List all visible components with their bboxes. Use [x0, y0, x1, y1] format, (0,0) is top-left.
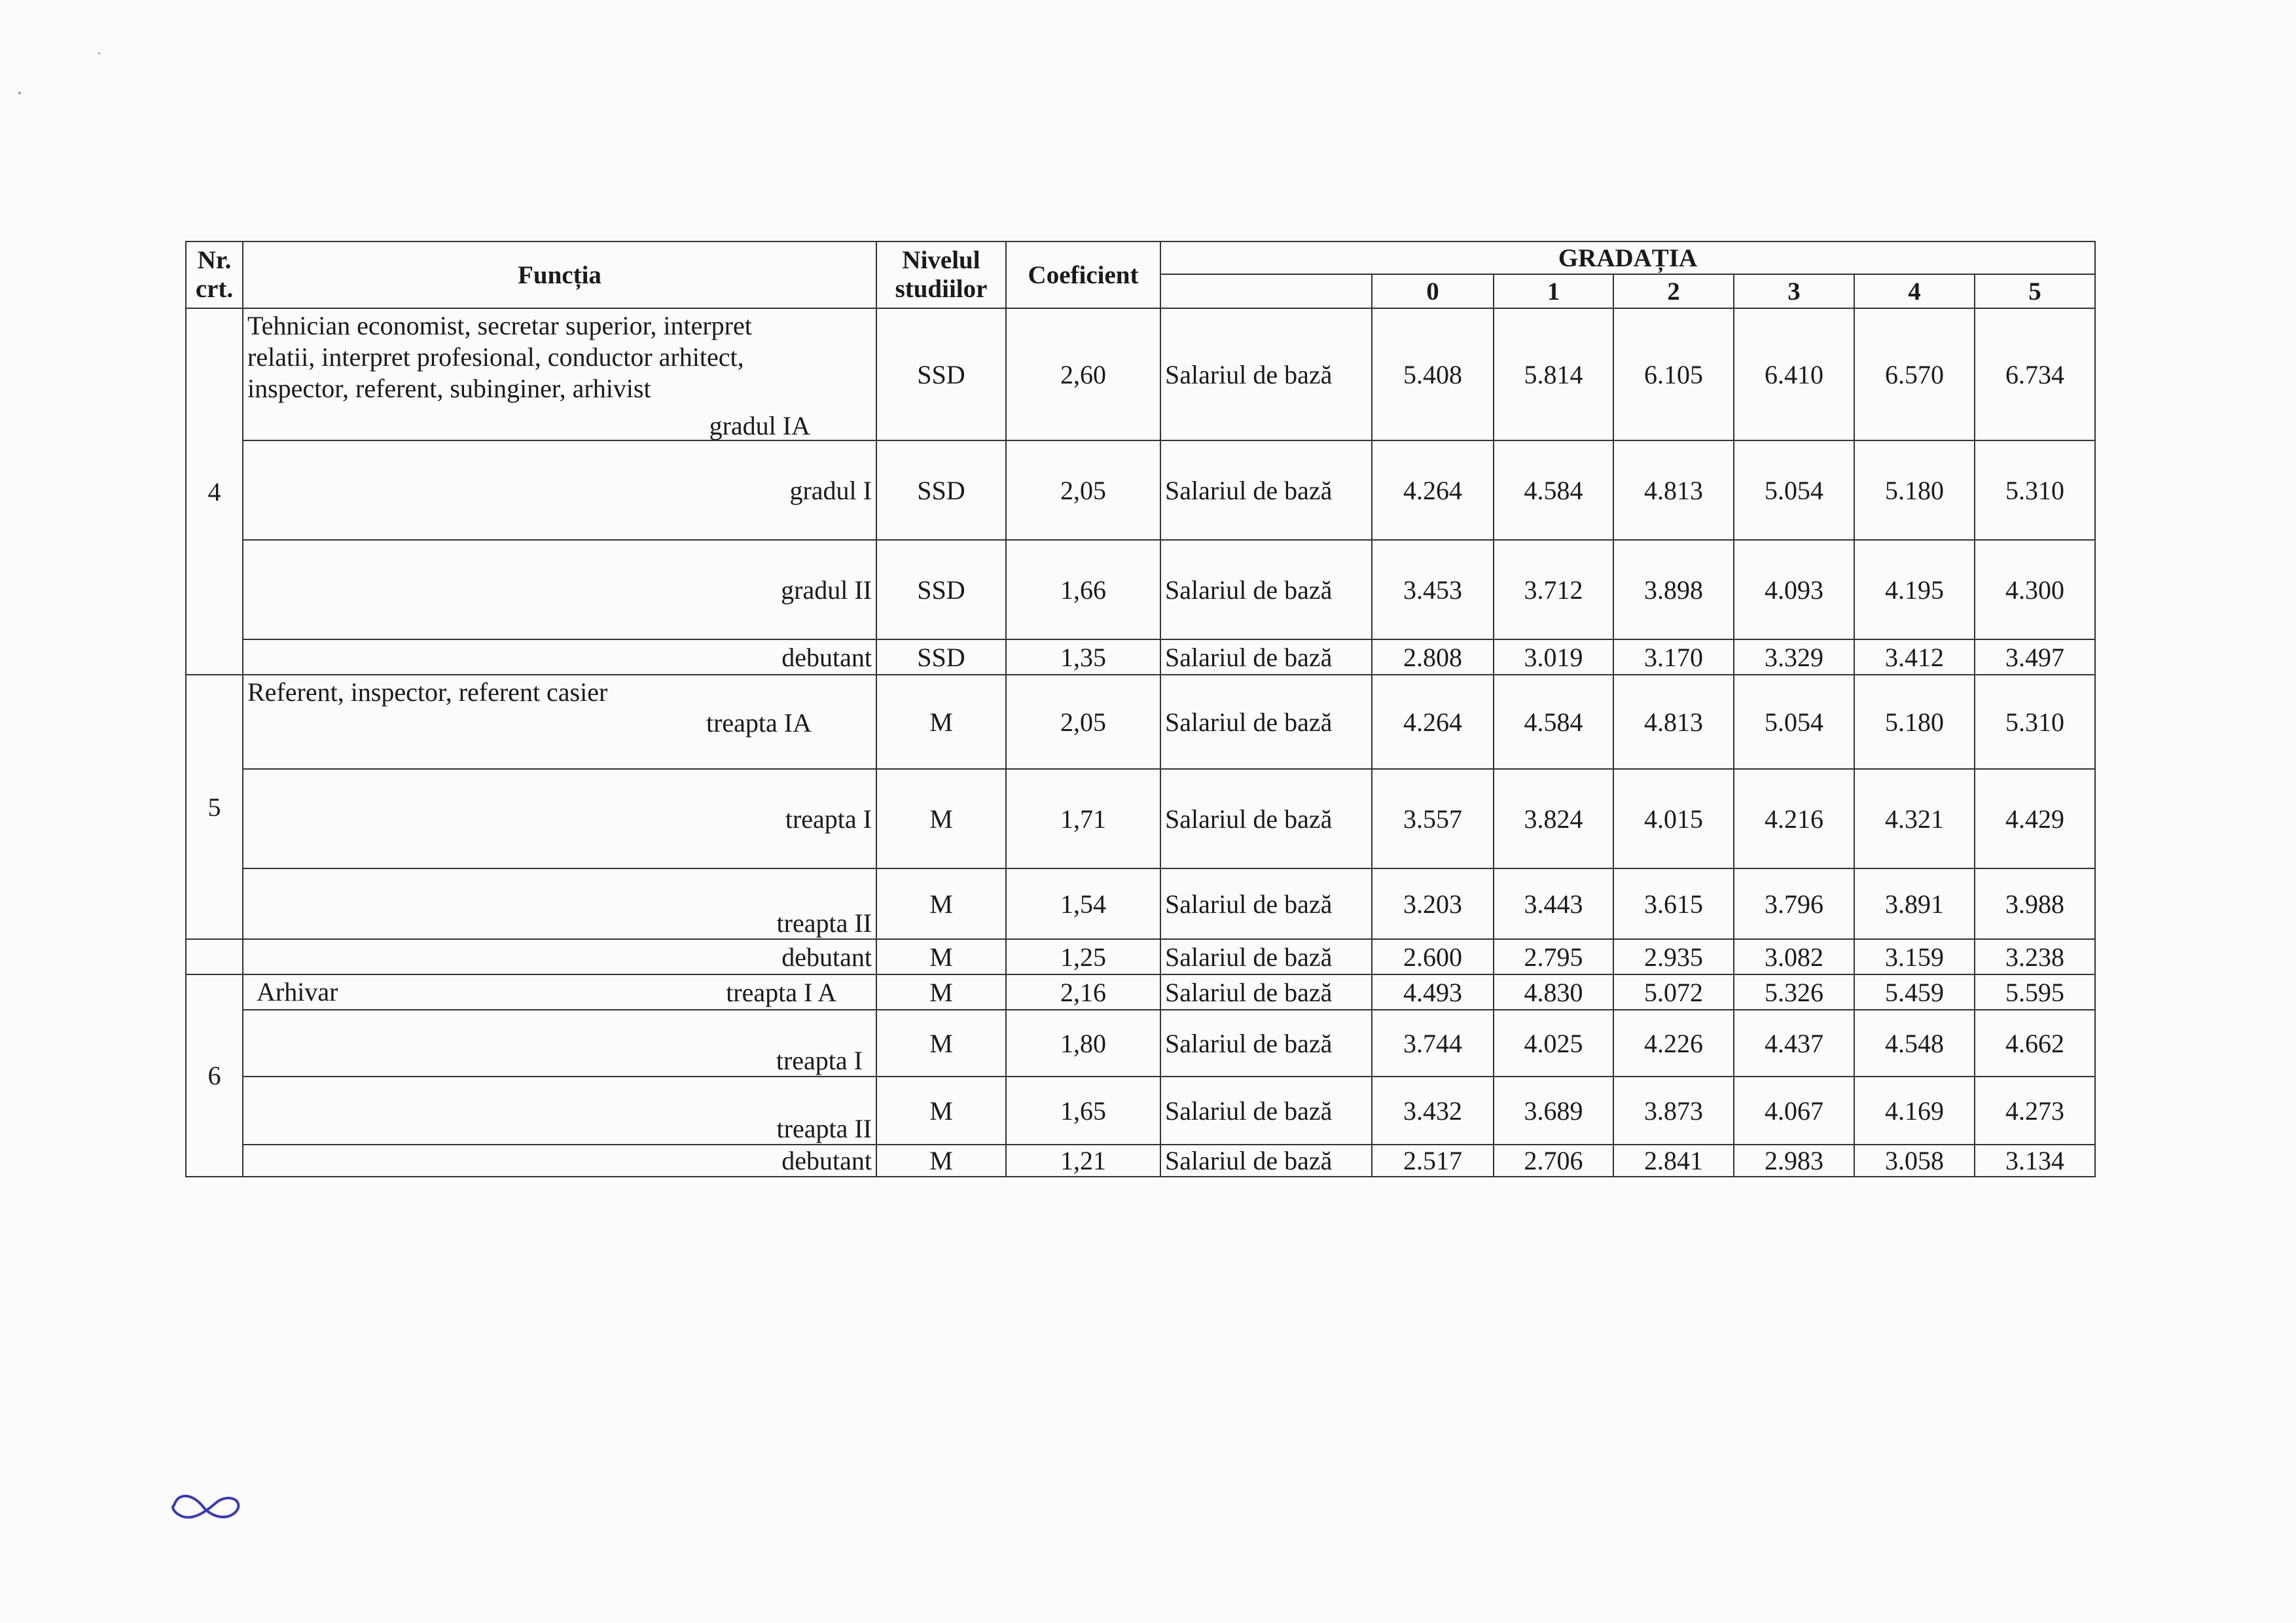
nivel-cell: M — [876, 675, 1006, 769]
nivel-cell: M — [876, 1145, 1006, 1177]
scan-speck — [98, 52, 100, 54]
functia-title — [257, 976, 338, 1008]
header-nivel-studii — [876, 241, 1006, 308]
row-nr: 4 — [186, 308, 243, 675]
value-cell: 5.054 — [1734, 440, 1854, 540]
value-cell: 4.273 — [1975, 1077, 2095, 1145]
functia-title-line: Referent, inspector, referent casier — [247, 677, 608, 707]
table-row — [186, 1145, 2095, 1177]
value-cell: 3.019 — [1494, 639, 1613, 675]
salary-label-cell: Salariul de bază — [1160, 675, 1372, 769]
functia-title — [247, 310, 752, 404]
value-cell: 3.432 — [1372, 1077, 1494, 1145]
value-cell: 4.169 — [1854, 1077, 1975, 1145]
value-cell: 3.453 — [1372, 540, 1494, 639]
value-cell: 4.264 — [1372, 440, 1494, 540]
value-cell: 5.054 — [1734, 675, 1854, 769]
value-cell: 3.134 — [1975, 1145, 2095, 1177]
value-cell: 3.159 — [1854, 939, 1975, 974]
value-cell: 3.988 — [1975, 868, 2095, 939]
value-cell: 5.310 — [1975, 675, 2095, 769]
functia-grade: gradul IA — [709, 411, 810, 440]
value-cell: 2.795 — [1494, 939, 1613, 974]
value-cell: 4.264 — [1372, 675, 1494, 769]
value-cell: 4.584 — [1494, 440, 1613, 540]
functia-grade: debutant — [243, 1145, 876, 1177]
header-gradatia-1: 1 — [1494, 274, 1613, 308]
table-row — [186, 1010, 2095, 1077]
header-gradatia-0: 0 — [1372, 274, 1494, 308]
nivel-cell: SSD — [876, 639, 1006, 675]
value-cell: 3.557 — [1372, 769, 1494, 868]
value-cell: 3.744 — [1372, 1010, 1494, 1077]
functia-grade: treapta IA — [706, 708, 812, 738]
header-gradatia-3: 3 — [1734, 274, 1854, 308]
value-cell: 3.443 — [1494, 868, 1613, 939]
value-cell: 5.310 — [1975, 440, 2095, 540]
header-gradatia: GRADAȚIA — [1160, 241, 2095, 274]
value-cell: 4.813 — [1613, 440, 1734, 540]
value-cell: 4.813 — [1613, 675, 1734, 769]
functia-grade: gradul II — [243, 540, 876, 639]
header-studiilor-line2: studiilor — [895, 275, 988, 303]
row-nr: 5 — [186, 675, 243, 939]
value-cell: 4.015 — [1613, 769, 1734, 868]
nivel-cell: SSD — [876, 440, 1006, 540]
value-cell: 2.517 — [1372, 1145, 1494, 1177]
nivel-cell: SSD — [876, 540, 1006, 639]
functia-grade: treapta I — [243, 1010, 876, 1077]
value-cell: 5.180 — [1854, 440, 1975, 540]
functia-cell — [243, 974, 876, 1010]
table-row — [186, 868, 2095, 939]
salary-label-cell: Salariul de bază — [1160, 1145, 1372, 1177]
functia-grade: treapta I A — [726, 978, 836, 1007]
scan-speck — [18, 92, 21, 94]
table-row — [186, 769, 2095, 868]
header-gradatia-blank — [1160, 274, 1372, 308]
nivel-cell: SSD — [876, 308, 1006, 440]
functia-title-line: Arhivar — [257, 977, 338, 1007]
value-cell: 3.082 — [1734, 939, 1854, 974]
coef-cell: 2,60 — [1006, 308, 1160, 440]
coef-cell: 1,25 — [1006, 939, 1160, 974]
nivel-cell: M — [876, 1077, 1006, 1145]
header-functia: Funcția — [243, 241, 876, 308]
value-cell: 4.429 — [1975, 769, 2095, 868]
nivel-cell: M — [876, 1010, 1006, 1077]
functia-grade: treapta I — [243, 769, 876, 868]
salary-label-cell: Salariul de bază — [1160, 769, 1372, 868]
value-cell: 3.891 — [1854, 868, 1975, 939]
coef-cell: 2,05 — [1006, 440, 1160, 540]
value-cell: 4.226 — [1613, 1010, 1734, 1077]
salary-label-cell: Salariul de bază — [1160, 1010, 1372, 1077]
value-cell: 2.808 — [1372, 639, 1494, 675]
table-row — [186, 939, 2095, 974]
functia-cell — [243, 675, 876, 769]
value-cell: 6.105 — [1613, 308, 1734, 440]
value-cell: 2.935 — [1613, 939, 1734, 974]
value-cell: 3.329 — [1734, 639, 1854, 675]
header-gradatia-5: 5 — [1975, 274, 2095, 308]
value-cell: 3.203 — [1372, 868, 1494, 939]
salary-label-cell: Salariul de bază — [1160, 868, 1372, 939]
table-row — [186, 308, 2095, 440]
value-cell: 4.548 — [1854, 1010, 1975, 1077]
value-cell: 4.093 — [1734, 540, 1854, 639]
value-cell: 3.238 — [1975, 939, 2095, 974]
header-nr-line1: Nr. — [197, 246, 232, 274]
value-cell: 3.615 — [1613, 868, 1734, 939]
coef-cell: 1,54 — [1006, 868, 1160, 939]
value-cell: 5.408 — [1372, 308, 1494, 440]
value-cell: 3.796 — [1734, 868, 1854, 939]
functia-grade: treapta II — [243, 868, 876, 939]
value-cell: 2.600 — [1372, 939, 1494, 974]
salary-label-cell: Salariul de bază — [1160, 939, 1372, 974]
functia-grade: debutant — [243, 939, 876, 974]
nivel-cell: M — [876, 974, 1006, 1010]
value-cell: 5.459 — [1854, 974, 1975, 1010]
value-cell: 2.841 — [1613, 1145, 1734, 1177]
value-cell: 6.570 — [1854, 308, 1975, 440]
value-cell: 3.712 — [1494, 540, 1613, 639]
table-row — [186, 974, 2095, 1010]
value-cell: 4.493 — [1372, 974, 1494, 1010]
value-cell: 3.497 — [1975, 639, 2095, 675]
value-cell: 5.814 — [1494, 308, 1613, 440]
table-row — [186, 1077, 2095, 1145]
value-cell: 3.412 — [1854, 639, 1975, 675]
value-cell: 2.983 — [1734, 1145, 1854, 1177]
value-cell: 3.170 — [1613, 639, 1734, 675]
header-coeficient: Coeficient — [1006, 241, 1160, 308]
value-cell: 5.180 — [1854, 675, 1975, 769]
functia-title-line: Tehnician economist, secretar superior, interpret — [247, 311, 752, 340]
value-cell: 4.321 — [1854, 769, 1975, 868]
coef-cell: 2,05 — [1006, 675, 1160, 769]
header-crt-line2: crt. — [195, 275, 234, 303]
value-cell: 2.706 — [1494, 1145, 1613, 1177]
value-cell: 4.195 — [1854, 540, 1975, 639]
value-cell: 3.824 — [1494, 769, 1613, 868]
functia-title-line: relatii, interpret profesional, conductor arhitect, — [247, 342, 744, 372]
value-cell: 4.830 — [1494, 974, 1613, 1010]
coef-cell: 1,65 — [1006, 1077, 1160, 1145]
header-gradatia-4: 4 — [1854, 274, 1975, 308]
value-cell: 4.300 — [1975, 540, 2095, 639]
value-cell: 3.873 — [1613, 1077, 1734, 1145]
functia-cell — [243, 308, 876, 440]
salary-label-cell: Salariul de bază — [1160, 639, 1372, 675]
value-cell: 5.595 — [1975, 974, 2095, 1010]
coef-cell: 1,71 — [1006, 769, 1160, 868]
value-cell: 4.662 — [1975, 1010, 2095, 1077]
value-cell: 3.898 — [1613, 540, 1734, 639]
value-cell: 4.584 — [1494, 675, 1613, 769]
value-cell: 3.689 — [1494, 1077, 1613, 1145]
functia-grade: debutant — [243, 639, 876, 675]
salary-label-cell: Salariul de bază — [1160, 308, 1372, 440]
handwritten-signature — [169, 1480, 247, 1526]
table-row — [186, 540, 2095, 639]
nivel-cell: M — [876, 868, 1006, 939]
salary-table — [185, 241, 2096, 1177]
coef-cell: 2,16 — [1006, 974, 1160, 1010]
functia-title-line: inspector, referent, subinginer, arhivist — [247, 374, 651, 403]
nivel-cell: M — [876, 939, 1006, 974]
table-row — [186, 675, 2095, 769]
coef-cell: 1,21 — [1006, 1145, 1160, 1177]
value-cell: 3.058 — [1854, 1145, 1975, 1177]
coef-cell: 1,35 — [1006, 639, 1160, 675]
salary-label-cell: Salariul de bază — [1160, 1077, 1372, 1145]
nivel-cell: M — [876, 769, 1006, 868]
header-nivelul-line1: Nivelul — [902, 246, 980, 274]
value-cell: 4.437 — [1734, 1010, 1854, 1077]
salary-label-cell: Salariul de bază — [1160, 440, 1372, 540]
functia-grade: treapta II — [243, 1077, 876, 1145]
value-cell: 4.216 — [1734, 769, 1854, 868]
functia-title — [247, 677, 607, 708]
table-row — [186, 440, 2095, 540]
functia-grade: gradul I — [243, 440, 876, 540]
header-nr — [186, 241, 243, 308]
value-cell: 5.326 — [1734, 974, 1854, 1010]
value-cell: 6.410 — [1734, 308, 1854, 440]
coef-cell: 1,66 — [1006, 540, 1160, 639]
row-nr: 6 — [186, 974, 243, 1177]
value-cell: 6.734 — [1975, 308, 2095, 440]
table-row — [186, 639, 2095, 675]
salary-label-cell: Salariul de bază — [1160, 974, 1372, 1010]
value-cell: 4.025 — [1494, 1010, 1613, 1077]
row-nr-blank — [186, 939, 243, 974]
value-cell: 5.072 — [1613, 974, 1734, 1010]
value-cell: 4.067 — [1734, 1077, 1854, 1145]
salary-label-cell: Salariul de bază — [1160, 540, 1372, 639]
coef-cell: 1,80 — [1006, 1010, 1160, 1077]
header-gradatia-2: 2 — [1613, 274, 1734, 308]
